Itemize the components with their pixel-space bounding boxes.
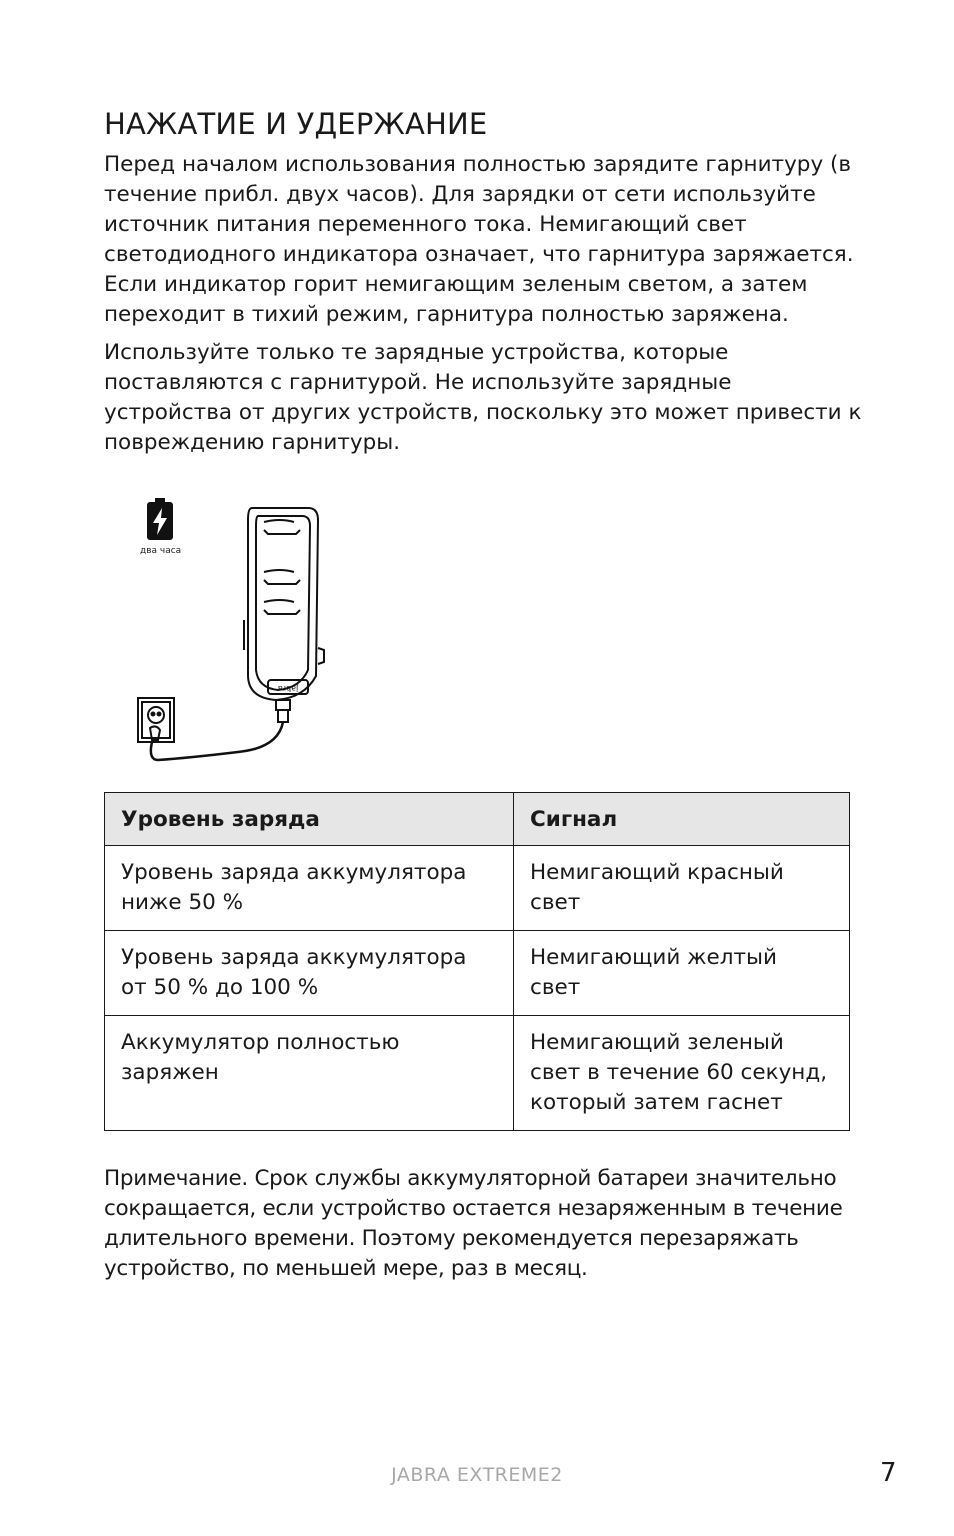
section-heading: НАЖАТИЕ И УДЕРЖАНИЕ xyxy=(104,107,488,141)
table-row xyxy=(105,1016,850,1131)
charge-level-table xyxy=(104,792,850,1131)
footer-product-name: JABRA EXTREME2 xyxy=(391,1464,563,1486)
table-row xyxy=(105,846,850,931)
charge-level-cell: Аккумулятор полностью заряжен xyxy=(105,1016,514,1131)
charging-instructions-paragraph: Перед началом использования полностью зарядите гарнитуру (в течение прибл. двух часов). Для зарядки от сети используйте источник питания переменного тока. Немигающий свет светодиодного индикатора означает, что гарнитура заряжается. Если индикатор горит немигающим зеленым светом, а затем переходит в тихий режим, гарнитура полностью заряжена. xyxy=(104,152,854,327)
battery-charging-icon xyxy=(147,498,173,540)
charge-level-cell: Уровень заряда аккумулятора от 50 % до 100 % xyxy=(105,931,514,1016)
header-charge-level: Уровень заряда xyxy=(105,793,514,846)
charge-level-cell: Уровень заряда аккумулятора ниже 50 % xyxy=(105,846,514,931)
wall-socket-icon xyxy=(138,698,174,742)
signal-cell: Немигающий зеленый свет в течение 60 секунд, который затем гаснет xyxy=(514,1016,850,1131)
signal-cell: Немигающий желтый свет xyxy=(514,931,850,1016)
page-number: 7 xyxy=(880,1458,897,1488)
charging-time-label: два часа xyxy=(140,546,182,556)
charging-illustration xyxy=(128,490,348,775)
header-signal: Сигнал xyxy=(514,793,850,846)
charger-warning-paragraph: Используйте только те зарядные устройства, которые поставляются с гарнитурой. Не используйте зарядные устройства от других устройств, поскольку это может привести к повреждению гарнитуры. xyxy=(104,340,862,455)
table-row xyxy=(105,931,850,1016)
device-brand-label: jabra xyxy=(277,684,299,693)
signal-cell: Немигающий красный свет xyxy=(514,846,850,931)
table-header-row xyxy=(105,793,850,846)
battery-note-paragraph: Примечание. Срок службы аккумуляторной батареи значительно сокращается, если устройство остается незаряженным в течение длительного времени. Поэтому рекомендуется перезаряжать устройство, по меньшей мере, раз в месяц. xyxy=(104,1166,843,1281)
